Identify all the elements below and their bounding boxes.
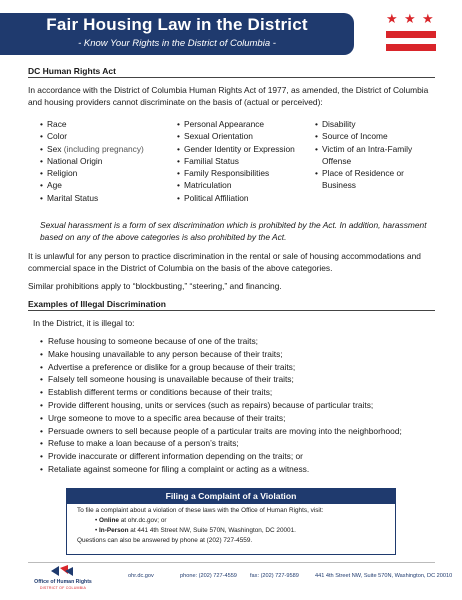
illegal-discrimination-list (40, 335, 402, 476)
list-item: • Falsely tell someone housing is unavailable because of their traits; (40, 373, 402, 386)
online-label: Online (99, 517, 119, 524)
trait-list-column-3 (315, 118, 427, 192)
list-item: • Persuade owners to sell because people of a particular traits are moving into the neighborhood; (40, 425, 402, 438)
page-subtitle: - Know Your Rights in the District of Columbia - (78, 38, 276, 49)
dc-flag-icon (384, 12, 436, 54)
list-item: • Establish different terms or conditions because of their traits; (40, 386, 402, 399)
header-banner (0, 13, 354, 55)
complaint-title: Filing a Complaint of a Violation (67, 489, 395, 504)
trait-list-column-1 (40, 118, 144, 204)
trait-item: • Race (40, 118, 144, 130)
trait-item: • Family Responsibilities (177, 167, 295, 179)
trait-item: • Source of Income (315, 130, 427, 142)
logo-subtext: DISTRICT OF COLUMBIA (39, 586, 87, 590)
trait-item: • Place of Residence or Business (315, 167, 427, 192)
online-link[interactable]: at ohr.dc.gov; or (120, 517, 167, 524)
footer-phone: phone: (202) 727-4559 (180, 573, 237, 579)
trait-list-column-2 (177, 118, 295, 204)
complaint-phone-note: Questions can also be answered by phone at (202) 727-4559. (77, 537, 253, 544)
trait-item: • Religion (40, 167, 144, 179)
trait-item: • Marital Status (40, 192, 144, 204)
ohr-logo-icon (49, 565, 75, 577)
page-title: Fair Housing Law in the District (46, 15, 308, 34)
flag-star-icon: ★ (386, 11, 398, 26)
inperson-label: In-Person (99, 527, 129, 534)
list-item: • Refuse to make a loan because of a person’s traits; (40, 437, 402, 450)
complaint-intro: To file a complaint about a violation of these laws with the Office of Human Rights, visit: (77, 507, 324, 514)
flag-stripe (386, 44, 436, 51)
trait-item: • Age (40, 179, 144, 191)
ohr-logo (30, 565, 96, 595)
section-heading-illegal-discrimination: Examples of Illegal Discrimination (28, 299, 435, 311)
complaint-inperson-line: • In-Person at 441 4th Street NW, Suite 570N, Washington, DC 20001. (95, 527, 296, 534)
illegal-intro: In the District, it is illegal to: (33, 318, 135, 328)
flag-star-icon: ★ (422, 11, 434, 26)
trait-item: • Familial Status (177, 155, 295, 167)
list-item: • Urge someone to move to a specific area because of their traits; (40, 412, 402, 425)
harassment-note: Sexual harassment is a form of sex discrimination which is prohibited by the Act. In addition, harassment based on any of the above categories is also prohibited by the Act. (40, 220, 427, 243)
trait-item: • Political Affiliation (177, 192, 295, 204)
complaint-box (66, 488, 396, 555)
list-item: • Refuse housing to someone because of one of the traits; (40, 335, 402, 348)
trait-item: • Victim of an Intra-Family Offense (315, 143, 427, 168)
trait-item: • Personal Appearance (177, 118, 295, 130)
complaint-online-line: • Online at ohr.dc.gov; or (95, 517, 167, 524)
list-item: • Make housing unavailable to any person because of their traits; (40, 348, 402, 361)
similar-prohibitions-paragraph: Similar prohibitions apply to “blockbusting,” “steering,” and financing. (28, 281, 282, 291)
section-heading-human-rights-act: DC Human Rights Act (28, 66, 435, 78)
footer-divider (28, 562, 435, 563)
trait-item: • National Origin (40, 155, 144, 167)
trait-item: • Matriculation (177, 179, 295, 191)
list-item: • Advertise a preference or dislike for a group because of their traits; (40, 361, 402, 374)
footer-website-link[interactable]: ohr.dc.gov (128, 573, 154, 579)
trait-item: • Color (40, 130, 144, 142)
list-item: • Provide inaccurate or different information depending on the traits; or (40, 450, 402, 463)
flag-stripe (386, 31, 436, 38)
trait-note: (including pregnancy) (63, 143, 144, 154)
footer-fax: fax: (202) 727-9589 (250, 573, 299, 579)
trait-label: Sex (47, 143, 62, 154)
inperson-address: at 441 4th Street NW, Suite 570N, Washington, DC 20001. (130, 527, 296, 534)
trait-item (40, 143, 144, 155)
unlawful-paragraph: It is unlawful for any person to practice discrimination in the rental or sale of housing accommodations and commercial space in the District of Columbia on the basis of the above categories. (28, 251, 421, 274)
flag-star-icon: ★ (404, 11, 416, 26)
intro-paragraph: In accordance with the District of Columbia Human Rights Act of 1977, as amended, the District of Columbia and housing providers cannot discriminate on the basis of (actual or perceived): (28, 85, 429, 108)
logo-text: Office of Human Rights (34, 579, 92, 585)
list-item: • Retaliate against someone for filing a complaint or acting as a witness. (40, 463, 402, 476)
trait-item: • Gender Identity or Expression (177, 143, 295, 155)
trait-item: • Sexual Orientation (177, 130, 295, 142)
complaint-body (67, 504, 395, 548)
list-item: • Provide different housing, units or services (such as repairs) because of particular traits; (40, 399, 402, 412)
trait-item: • Disability (315, 118, 427, 130)
footer-address: 441 4th Street NW, Suite 570N, Washington, DC 20010 (315, 573, 453, 579)
